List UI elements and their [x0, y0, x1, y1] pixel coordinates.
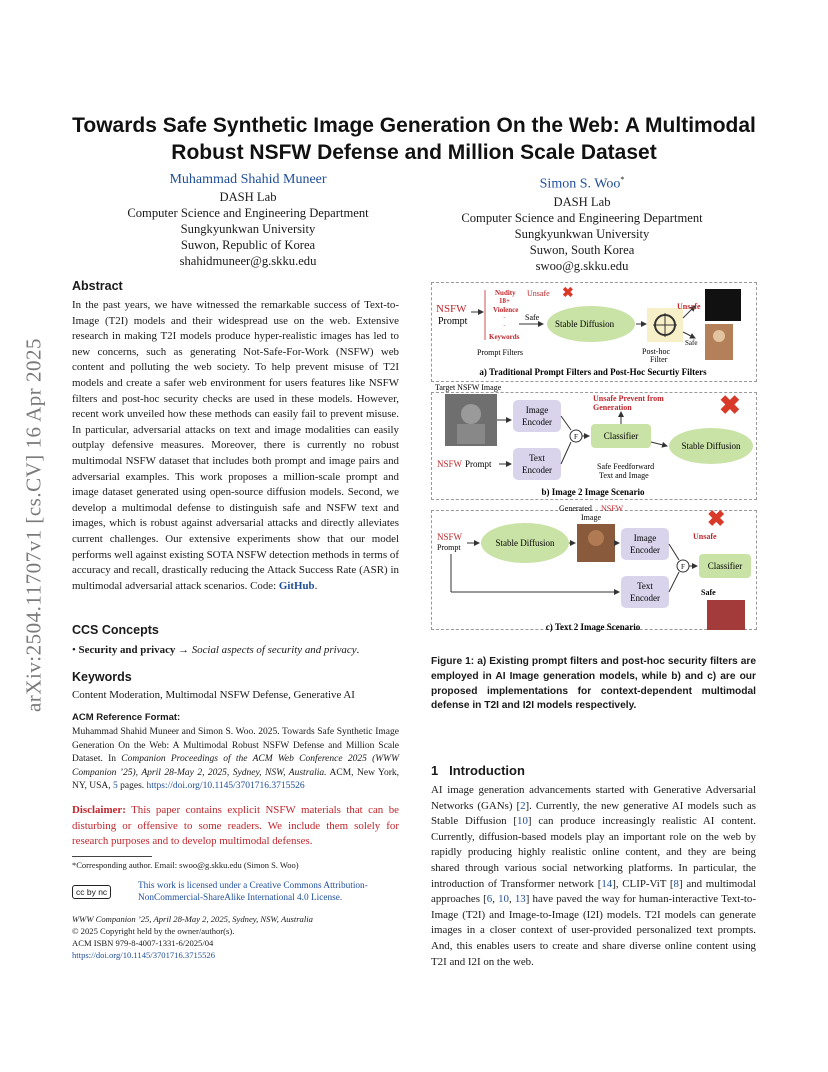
ccs-text: • Security and privacy → Social aspects of security and privacy.: [72, 644, 360, 656]
target-nsfw-label: Target NSFW Image: [435, 383, 502, 392]
svg-text:NSFW: NSFW: [601, 504, 624, 513]
safe-label: Safe: [525, 313, 540, 322]
author-univ: Sungkyunkwan University: [180, 222, 316, 236]
svg-text:Stable Diffusion: Stable Diffusion: [681, 441, 741, 451]
cross-icon: ✖: [562, 286, 574, 301]
svg-text:Prompt: Prompt: [465, 459, 492, 469]
safe-right-label: Safe: [685, 339, 698, 347]
cross-icon-c: ✖: [707, 506, 726, 531]
unsafe-top-label: Unsafe: [527, 289, 550, 298]
svg-text:Classifier: Classifier: [707, 561, 743, 571]
author-lab: DASH Lab: [219, 190, 277, 204]
svg-text:Encoder: Encoder: [522, 465, 552, 475]
svg-text:Encoder: Encoder: [630, 545, 660, 555]
filter-keywords: Keywords: [489, 333, 520, 341]
panel-b-caption: b) Image 2 Image Scenario: [541, 487, 645, 497]
author-dept: Computer Science and Engineering Department: [461, 210, 703, 225]
svg-text:Text and Image: Text and Image: [599, 471, 649, 480]
svg-text:Safe: Safe: [701, 588, 716, 597]
intro-text: AI image generation advancements started with Generative Adversarial Networks (GANs) [2]. Currently, the new generative AI models such as Stable Diffusion [10] can produce increasingly realistic AI content. Currently, diffusion-based models play an important role on the web by rapidly producing highly realistic online content, and they are being shared through various social networking platforms. In particular, the introduction of Transformer network [14], CLIP-ViT [8] and multimodal approaches [6, 10, 13] have paved the way for human-interactive Text-to-Image (T2I) and Image-to-Image (I2I) models. T2I models can generate images in a closer context of user-provided personalized text prompts. And, this enables users to create and share diverse online content using T2I and I2I on the web.: [431, 784, 756, 968]
figure-caption: Figure 1: a) Existing prompt filters and post-hoc security filters are employed in AI Image generation models, while b) and c) are our proposed implementations for context-dependent multimodal defense in T2I and I2I models respectively.: [431, 656, 756, 712]
unsafe-right-label: Unsafe: [677, 302, 701, 311]
corresponding-mark: *: [620, 175, 625, 184]
svg-text:Prompt: Prompt: [437, 543, 461, 552]
svg-text:Encoder: Encoder: [630, 593, 660, 603]
svg-text:·: ·: [503, 314, 506, 322]
footnote-rule: [72, 856, 152, 857]
cross-icon-b: ✖: [719, 391, 741, 420]
svg-text:Stable Diffusion: Stable Diffusion: [555, 319, 615, 329]
venue-block: WWW Companion ’25, April 28-May 2, 2025, Sydney, NSW, Australia © 2025 Copyright held by the owner/author(s). ACM ISBN 979-8-4007-1331-6/2025/04 https://doi.org/10.1145/3701716.3715526: [72, 913, 399, 961]
filter-nudity: Nudity: [495, 289, 516, 297]
keywords-heading: Keywords: [72, 670, 132, 684]
keywords-text: Content Moderation, Multimodal NSFW Defense, Generative AI: [72, 689, 355, 701]
author-block-2: [406, 171, 758, 274]
author-name[interactable]: Muhammad Shahid Muneer: [169, 172, 327, 187]
svg-text:Generated: Generated: [559, 504, 592, 513]
svg-text:NSFW: NSFW: [437, 459, 463, 469]
nsfw-label: NSFW: [436, 303, 467, 315]
author-email: shahidmuneer@g.skku.edu: [179, 254, 317, 268]
author-lab: DASH Lab: [553, 194, 611, 209]
svg-text:Stable Diffusion: Stable Diffusion: [495, 538, 555, 548]
svg-text:Image: Image: [581, 513, 601, 522]
acm-ref-text: Muhammad Shahid Muneer and Simon S. Woo. 2025. Towards Safe Synthetic Image Generation On the Web: A Multimodal Robust NSFW Defense and Million Scale Dataset. In Companion Proceedings of the ACM Web Conference 2025 (WWW Companion ’25), April 28-May 2, 2025, Sydney, NSW, Australia. ACM, New York, NY, USA, 5 pages. https://doi.org/10.1145/3701716.3715526: [72, 727, 399, 792]
author-location: Suwon, Republic of Korea: [180, 238, 316, 252]
svg-text:F: F: [574, 433, 578, 441]
acm-ref-heading: ACM Reference Format:: [72, 712, 181, 723]
abstract-text: In the past years, we have witnessed the remarkable success of Text-to-Image (T2I) models and their widespread use on the web. Extensive research in making T2I models produce hyper-realistic images has led to new concerns, such as generating Not-Safe-For-Work (NSFW) web content and polluting the web society. To help prevent misuse of T2I models and create a safer web environment for users features like NSFW filters and post-hoc security checks are used in these models. However, recent work unveiled how these methods can easily fail to prevent misuse. In particular, adversarial attacks on text and image modalities can easily outplay defensive measures. Moreover, there is currently no robust multimodal NSFW dataset that includes both prompt and image pairs and adversarial examples. This work proposes a million-scale prompt and image dataset generated using open-source diffusion models. Second, we develop a multimodal defense to distinguish safe and NSFW text and images, which is robust against adversarial attacks and directly alleviates current challenges. Our extensive experiments show that our model performs well against existing SOTA NSFW detection methods in terms of accuracy and recall, drastically reducing the Attack Success Rate (ASR) in multimodal adversarial attack scenarios. Code: GitHub.: [72, 299, 399, 592]
figure-1: [431, 282, 755, 637]
svg-text:F: F: [681, 563, 685, 571]
venue-doi-link[interactable]: https://doi.org/10.1145/3701716.3715526: [72, 950, 215, 960]
svg-text:Safe Feedforward: Safe Feedforward: [597, 462, 655, 471]
filter-violence: Violence: [493, 306, 519, 314]
author-name[interactable]: Simon S. Woo: [539, 176, 621, 192]
svg-text:Unsafe Prevent from: Unsafe Prevent from: [593, 394, 664, 403]
acm-doi-link[interactable]: https://doi.org/10.1145/3701716.3715526: [146, 781, 305, 792]
paper-title: Towards Safe Synthetic Image Generation On the Web: A Multimodal Robust NSFW Defense and Million Scale Dataset: [72, 114, 756, 164]
arxiv-stamp: [14, 285, 54, 765]
svg-text:Post-hoc: Post-hoc: [642, 347, 670, 356]
svg-text:Filter: Filter: [650, 355, 668, 364]
author-dept: Computer Science and Engineering Department: [127, 206, 369, 220]
github-link[interactable]: GitHub: [278, 579, 315, 592]
abstract-heading: Abstract: [72, 279, 123, 293]
prompt-label: Prompt: [438, 316, 468, 327]
cc-badge[interactable]: cc by nc: [72, 882, 111, 900]
svg-text:·: ·: [503, 322, 506, 330]
svg-text:Encoder: Encoder: [522, 417, 552, 427]
unsafe-output-image: [705, 289, 741, 321]
filter-18plus: 18+: [499, 297, 510, 305]
ccs-heading: CCS Concepts: [72, 623, 159, 637]
svg-text:Classifier: Classifier: [603, 431, 639, 441]
svg-text:Text: Text: [637, 581, 653, 591]
panel-a-caption: a) Traditional Prompt Filters and Post-Hoc Securtiy Filters: [479, 367, 707, 377]
prompt-filters-label: Prompt Filters: [477, 348, 524, 357]
author-block-1: [72, 171, 424, 269]
author-email: swoo@g.skku.edu: [535, 258, 629, 273]
svg-text:Unsafe: Unsafe: [693, 532, 717, 541]
author-location: Suwon, South Korea: [529, 242, 635, 257]
svg-text:Image: Image: [525, 405, 549, 415]
svg-text:Text: Text: [529, 453, 545, 463]
safe-output-image-c: [707, 600, 745, 630]
svg-text:NSFW: NSFW: [437, 532, 463, 542]
license-text[interactable]: This work is licensed under a Creative Commons Attribution-NonCommercial-ShareAlike International 4.0 License.: [138, 881, 368, 904]
footnote: *Corresponding author. Email: swoo@g.skku.edu (Simon S. Woo): [72, 860, 299, 870]
panel-c-caption: c) Text 2 Image Scenario: [545, 622, 641, 632]
intro-heading: 1 Introduction: [431, 763, 525, 778]
svg-text:Generation: Generation: [593, 403, 632, 412]
figure-diagram: [431, 282, 755, 637]
svg-text:Image: Image: [633, 533, 657, 543]
arxiv-id: arXiv:2504.11707v1 [cs.CV] 16 Apr 2025: [21, 337, 46, 713]
disclaimer: Disclaimer: This paper contains explicit NSFW materials that can be disturbing or offensive to some readers. We include them solely for research purposes and to develop multimodal defenses.: [72, 804, 399, 848]
author-univ: Sungkyunkwan University: [514, 226, 650, 241]
